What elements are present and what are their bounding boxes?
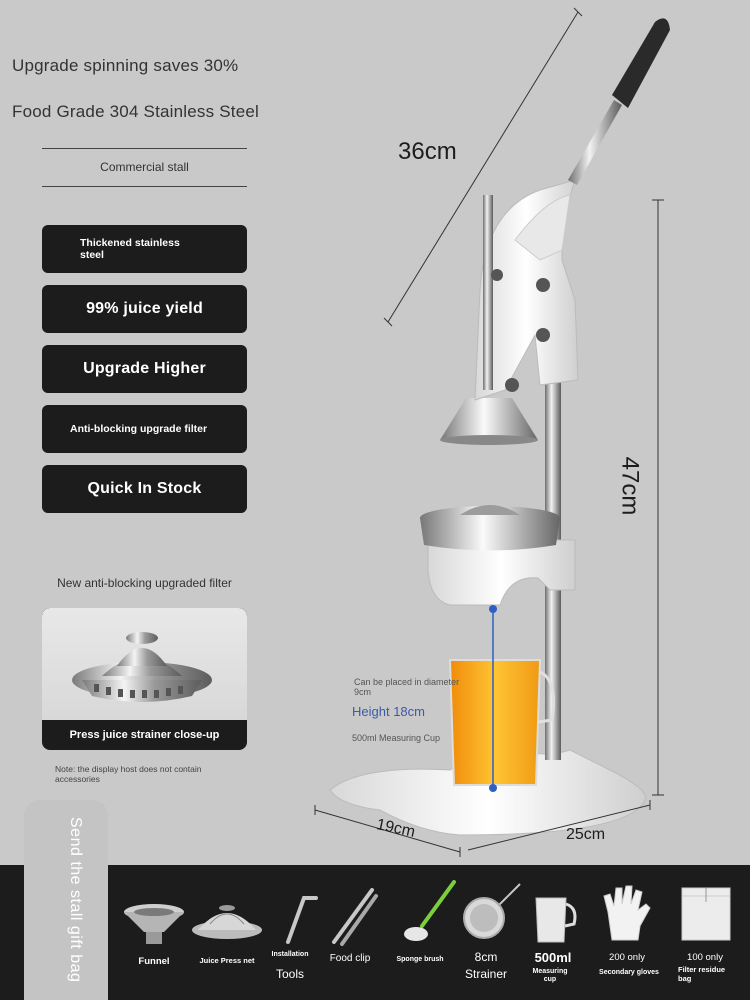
accessory-cup-label: Measuring cup (532, 968, 568, 983)
gift-title: Send the stall gift bag (67, 817, 84, 983)
feature-quick-stock (42, 465, 247, 513)
cup-diameter-note: Can be placed in diameter 9cm (354, 677, 460, 697)
accessory-gloves-label: Secondary gloves (599, 969, 659, 976)
feature-label: Upgrade Higher (83, 360, 206, 377)
width-dimension: 25cm (566, 826, 606, 843)
accessory-press-net-label: Juice Press net (199, 956, 255, 965)
feature-label: 99% juice yield (86, 300, 203, 317)
accessory-cup-size: 500ml (534, 950, 572, 965)
headline-steel: Food Grade 304 Stainless Steel (12, 102, 259, 121)
filter-bag-icon (678, 884, 734, 942)
accessory-sponge-brush-label: Sponge brush (396, 956, 444, 963)
press-net-icon (190, 896, 264, 944)
accessory-gloves-count: 200 only (609, 952, 645, 963)
strainer-closeup-icon (42, 608, 247, 720)
cup-capacity-note: 500ml Measuring Cup (352, 733, 441, 743)
filter-image (42, 608, 247, 720)
accessory-tools-sub: Tools (275, 967, 304, 981)
filter-card (42, 608, 247, 750)
cup-height-note: Height 18cm (352, 704, 425, 719)
stall-label: Commercial stall (100, 160, 189, 174)
feature-juice-yield (42, 285, 247, 333)
height-dimension: 47cm (616, 456, 644, 516)
gift-tab (24, 800, 108, 1000)
strainer-icon (458, 880, 524, 946)
accessory-tools-label: Installation (271, 951, 309, 958)
accessory-strainer-size: 8cm (474, 950, 498, 964)
divider-bottom (42, 186, 247, 187)
feature-label: Quick In Stock (87, 480, 202, 497)
headline-spinning: Upgrade spinning saves 30% (12, 56, 239, 75)
funnel-icon (122, 900, 186, 948)
accessory-food-clip-label: Food clip (329, 953, 371, 964)
feature-label: Thickened stainless steel (80, 237, 180, 261)
divider-top (42, 148, 247, 149)
accessory-funnel-label: Funnel (138, 956, 170, 967)
filter-title: New anti-blocking upgraded filter (57, 576, 232, 590)
feature-label: Anti-blocking upgrade filter (70, 423, 208, 435)
note-text: Note: the display host does not contain accessories (55, 764, 202, 784)
accessory-strainer-label: Strainer (464, 967, 508, 981)
gloves-icon (600, 882, 656, 944)
accessory-filter-bag-count: 100 only (687, 952, 723, 963)
feature-thickened-steel (42, 225, 247, 273)
depth-dimension: 19cm (374, 816, 417, 841)
feature-anti-blocking (42, 405, 247, 453)
accessory-filter-bag-label: Filter residue bag (678, 965, 726, 983)
tongs-icon (328, 886, 378, 948)
measuring-cup-icon (530, 894, 580, 946)
brush-icon (400, 878, 460, 948)
filter-caption: Press juice strainer close-up (69, 729, 220, 741)
handle-dimension: 36cm (398, 138, 457, 165)
feature-upgrade-higher (42, 345, 247, 393)
wrench-icon (282, 892, 322, 948)
